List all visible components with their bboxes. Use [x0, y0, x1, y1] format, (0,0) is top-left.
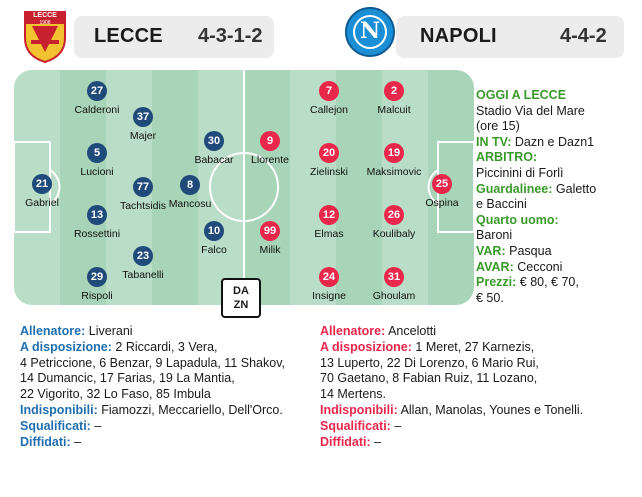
napoli-player: 25 Ospina: [402, 174, 482, 209]
napoli-player: 99 Milik: [230, 221, 310, 256]
var: Pasqua: [509, 243, 552, 258]
lecce-player: 10 Falco: [174, 221, 254, 256]
stadium: Stadio Via del Mare: [476, 103, 585, 118]
napoli-player: 24 Insigne: [289, 267, 369, 302]
home-team-details: Allenatore: Liverani A disposizione: 2 Riccardi, 3 Vera, 4 Petriccione, 6 Benzar, 9 Lapadula, 11 Shakov, 14 Dumancic, 17 Farias, 19 La Mantia, 22 Vigorito, 32 Lo Faso, 85 Imbula Indisponibili: Fiamozzi, Meccariello, Dell'Orco. Squalificati: – Diffidati: –: [20, 324, 285, 449]
kickoff-time: (ore 15): [476, 119, 520, 134]
away-coach: Ancelotti: [388, 324, 437, 338]
crest-letter: N: [359, 18, 381, 44]
crest-text: LECCE: [33, 12, 57, 19]
napoli-player: 19 Maksimovic: [354, 143, 434, 178]
home-coach: Liverani: [88, 324, 133, 338]
napoli-player: 12 Elmas: [289, 205, 369, 240]
napoli-player: 9 Llorente: [230, 131, 310, 166]
ticket-prices: € 80, € 70,: [519, 275, 579, 290]
napoli-player: 2 Malcuit: [354, 81, 434, 116]
home-team-name: LECCE: [94, 25, 163, 47]
lecce-player: 21 Gabriel: [2, 174, 82, 209]
away-formation: 4-4-2: [560, 25, 607, 47]
home-formation: 4-3-1-2: [198, 25, 263, 47]
lecce-player: 29 Rispoli: [57, 267, 137, 302]
lecce-player: 5 Lucioni: [57, 143, 137, 178]
lecce-crest-icon: [22, 8, 68, 69]
crest-year: 1908: [39, 20, 51, 26]
match-info: OGGI A LECCE Stadio Via del Mare (ore 15) IN TV: Dazn e Dazn1 ARBITRO: Piccinini di Forlì Guardalinee: Galetto e Baccini Quarto uomo: Baroni VAR: Pasqua AVAR: Cecconi Prezzi: € 80, € 70, € 50.: [476, 88, 638, 306]
napoli-crest-icon: [344, 6, 396, 63]
today-label: OGGI A LECCE: [476, 88, 567, 102]
lecce-player: 8 Mancosu: [150, 175, 230, 210]
tv-channel: Dazn e Dazn1: [514, 134, 595, 149]
napoli-player: 31 Ghoulam: [354, 267, 434, 302]
lecce-player: 77 Tachtsidis: [103, 177, 183, 212]
napoli-player: 7 Callejon: [289, 81, 369, 116]
away-team-details: Allenatore: Ancelotti A disposizione: 1 Meret, 27 Karnezis, 13 Luperto, 22 Di Lorenzo, 6 Mario Rui, 70 Gaetano, 8 Fabian Ruiz, 11 Lozano, 14 Mertens. Indisponibili: Allan, Manolas, Younes e Tonelli. Squalificati: – Diffidati: –: [320, 324, 584, 449]
lecce-player: 37 Majer: [103, 107, 183, 142]
home-team-header: [74, 16, 274, 58]
avar: Cecconi: [517, 259, 563, 274]
napoli-player: 20 Zielinski: [289, 143, 369, 178]
fourth-official: Baroni: [476, 228, 513, 243]
lecce-player: 30 Babacar: [174, 131, 254, 166]
napoli-player: 26 Koulibaly: [354, 205, 434, 240]
away-team-header: [396, 16, 624, 58]
lecce-player: 13 Rossettini: [57, 205, 137, 240]
referee: Piccinini di Forlì: [476, 165, 564, 180]
lecce-player: 27 Calderoni: [57, 81, 137, 116]
dazn-logo: DA ZN: [221, 278, 261, 318]
away-team-name: NAPOLI: [420, 25, 497, 47]
lecce-player: 23 Tabanelli: [103, 246, 183, 281]
